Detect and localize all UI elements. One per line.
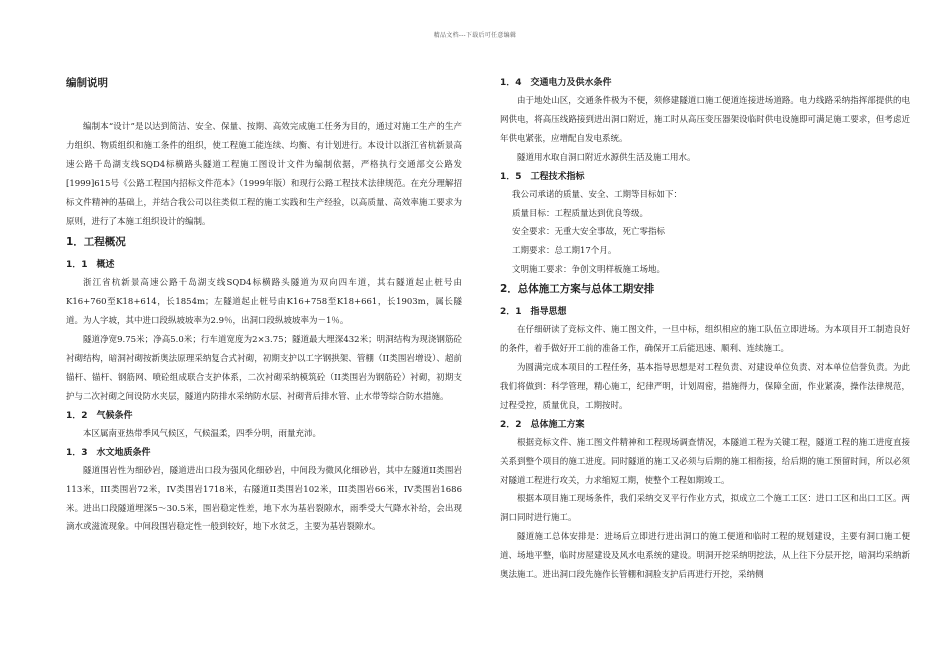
section-2-1-paragraph-1: 在仔细研读了竞标文件、施工图文件，一旦中标，组织相应的施工队伍立即进场。为本项目开工制造良好的条件，着手做好开工前的准备工作，确保开工后能迅速、顺利、连续施工。 [500,325,910,355]
section-1-5-line: 文明施工要求：争创文明样板施工场地。 [512,265,666,276]
section-2-2-paragraph-1: 根据竞标文件、施工图文件精神和工程现场调查情况，本隧道工程为关键工程，隧道工程的施工进度直接关系到整个项目的施工进度。同时隧道的施工又必须与后期的施工相衔接，给后期的施工预留时间，所以必须对隧道工程进行攻关，力求缩短工期，使整个工程如期竣工。 [500,437,910,486]
section-1-4-paragraph-1: 由于地处山区，交通条件极为不便，须修建隧道口施工便道连接进场道路。电力线路采纳指挥部提供的电网供电，将高压线路接到进出洞口附近，施工时从高压变压器架设临时供电设施即可满足施工要求，但考虑近年供电紧张，应增配自发电系统。 [500,96,910,144]
section-1-5-line: 工期要求：总工期17个月。 [512,246,617,257]
section-1-5-line: 安全要求：无重大安全事故，死亡零指标 [512,227,666,238]
section-1-5-title: 1．5 工程技术指标 [500,171,585,182]
section-1-title: 1．工程概况 [66,236,126,249]
section-1-4-title: 1．4 交通电力及供水条件 [500,78,612,88]
right-column [500,74,910,585]
page-header-note: 精品文档---下载后可任意编辑 [433,32,517,39]
section-1-2-paragraph: 本区属南亚热带季风气候区，气候温柔，四季分明，雨量充沛。 [83,428,322,439]
section-1-5-line: 质量目标：工程质量达到优良等级。 [512,208,649,219]
section-2-2-title: 2．2 总体施工方案 [500,419,585,430]
section-1-5-line: 我公司承诺的质量、安全、工期等目标如下： [512,189,683,200]
document-title: 编制说明 [66,77,108,89]
section-2-1-paragraph-2: 为圆满完成本项目的工程任务，基本指导思想是对工程负责、对建设单位负责、对本单位信誉负责。为此我们将做到：科学管理，精心施工，纪律严明，计划周密，措施得力，保障全面，作业紧凑，操作法律规范，过程受控，质量优良，工期按时。 [500,362,910,411]
section-1-4-paragraph-2: 隧道用水取自洞口附近水源供生活及施工用水。 [517,152,696,163]
section-1-2-title: 1．2 气候条件 [66,410,133,421]
section-1-3-title: 1．3 水文地质条件 [66,447,151,458]
section-1-1-paragraph-2: 隧道净宽9.75米；净高5.0米；行车道宽度为2×3.75；隧道最大埋深432米；明洞结构为现浇钢筋砼衬砌结构，暗洞衬砌按新奥法原理采纳复合式衬砌，初期支护以工字钢拱架、管棚（II类围岩增设）、超前锚杆、锚杆、钢筋网、喷砼组成联合支护体系，二次衬砌采纳模筑砼（II类围岩为钢筋砼）衬砌，初期支护与二次衬砌之间设防水夹层，隧道内防排水采纳防水层、衬砌背后排水管、止水带等综合防水措施。 [66,335,462,402]
intro-paragraph: 编制本“设计”是以达到简洁、安全、保量、按期、高效完成施工任务为目的，通过对施工生产的生产力组织、物质组织和施工条件的组织，使工程施工能连续、均衡、有计划进行。本设计以浙江省杭新景高速公路千岛湖支线SQD4标横路头隧道工程施工图设计文件为编制依据，严格执行交通部交公路发[1999]615号《公路工程国内招标文件范本》（1999年版）和现行公路工程技术法律规范。在充分理解招标文件精神的基础上，并结合我公司以往类似工程的施工实践和生产经验，以高质量、高效率施工要求为原则，进行了本施工组织设计的编制。 [66,122,462,227]
section-2-2-paragraph-3: 隧道施工总体安排是：进场后立即进行进出洞口的施工便道和临时工程的规划建设，主要有洞口施工便道、场地平整，临时房屋建设及风水电系统的建设。明洞开挖采纳明挖法，从上往下分层开挖，暗洞均采纳新奥法施工。进出洞口段先施作长管棚和洞脸支护后再进行开挖，采纳侧 [500,532,910,581]
section-1-1-title: 1．1 概述 [66,260,115,271]
section-1-1-paragraph-1: 浙江省杭新景高速公路千岛湖支线SQD4标横路头隧道为双向四车道，其右隧道起止桩号由K16+760至K18+614，长1854m；左隧道起止桩号由K16+758至K18+661，长1903m，属长隧道。为人字坡，其中进口段纵坡坡率为2.9％，出洞口段纵坡坡率为－1％。 [66,278,462,327]
section-2-title: 2．总体施工方案与总体工期安排 [500,283,655,296]
section-1-3-paragraph: 隧道围岩性为细砂岩，隧道进出口段为强风化细砂岩，中间段为微风化细砂岩，其中左隧道II类围岩113米，III类围岩72米，IV类围岩1718米，右隧道II类围岩102米，III类围岩66米，IV类围岩1686米。进出口段隧道埋深5～30.5米，围岩稳定性差，地下水为基岩裂隙水，雨季受大气降水补给，会出现滴水或滋流现象。中间段围岩稳定性一般到较好，地下水贫乏，主要为基岩裂隙水。 [66,465,462,533]
left-column [66,74,462,537]
section-2-1-title: 2．1 指导思想 [500,307,567,318]
section-2-2-paragraph-2: 根据本项目施工现场条件，我们采纳交叉平行作业方式，拟成立二个施工工区：进口工区和出口工区。两洞口同时进行施工。 [500,494,910,524]
